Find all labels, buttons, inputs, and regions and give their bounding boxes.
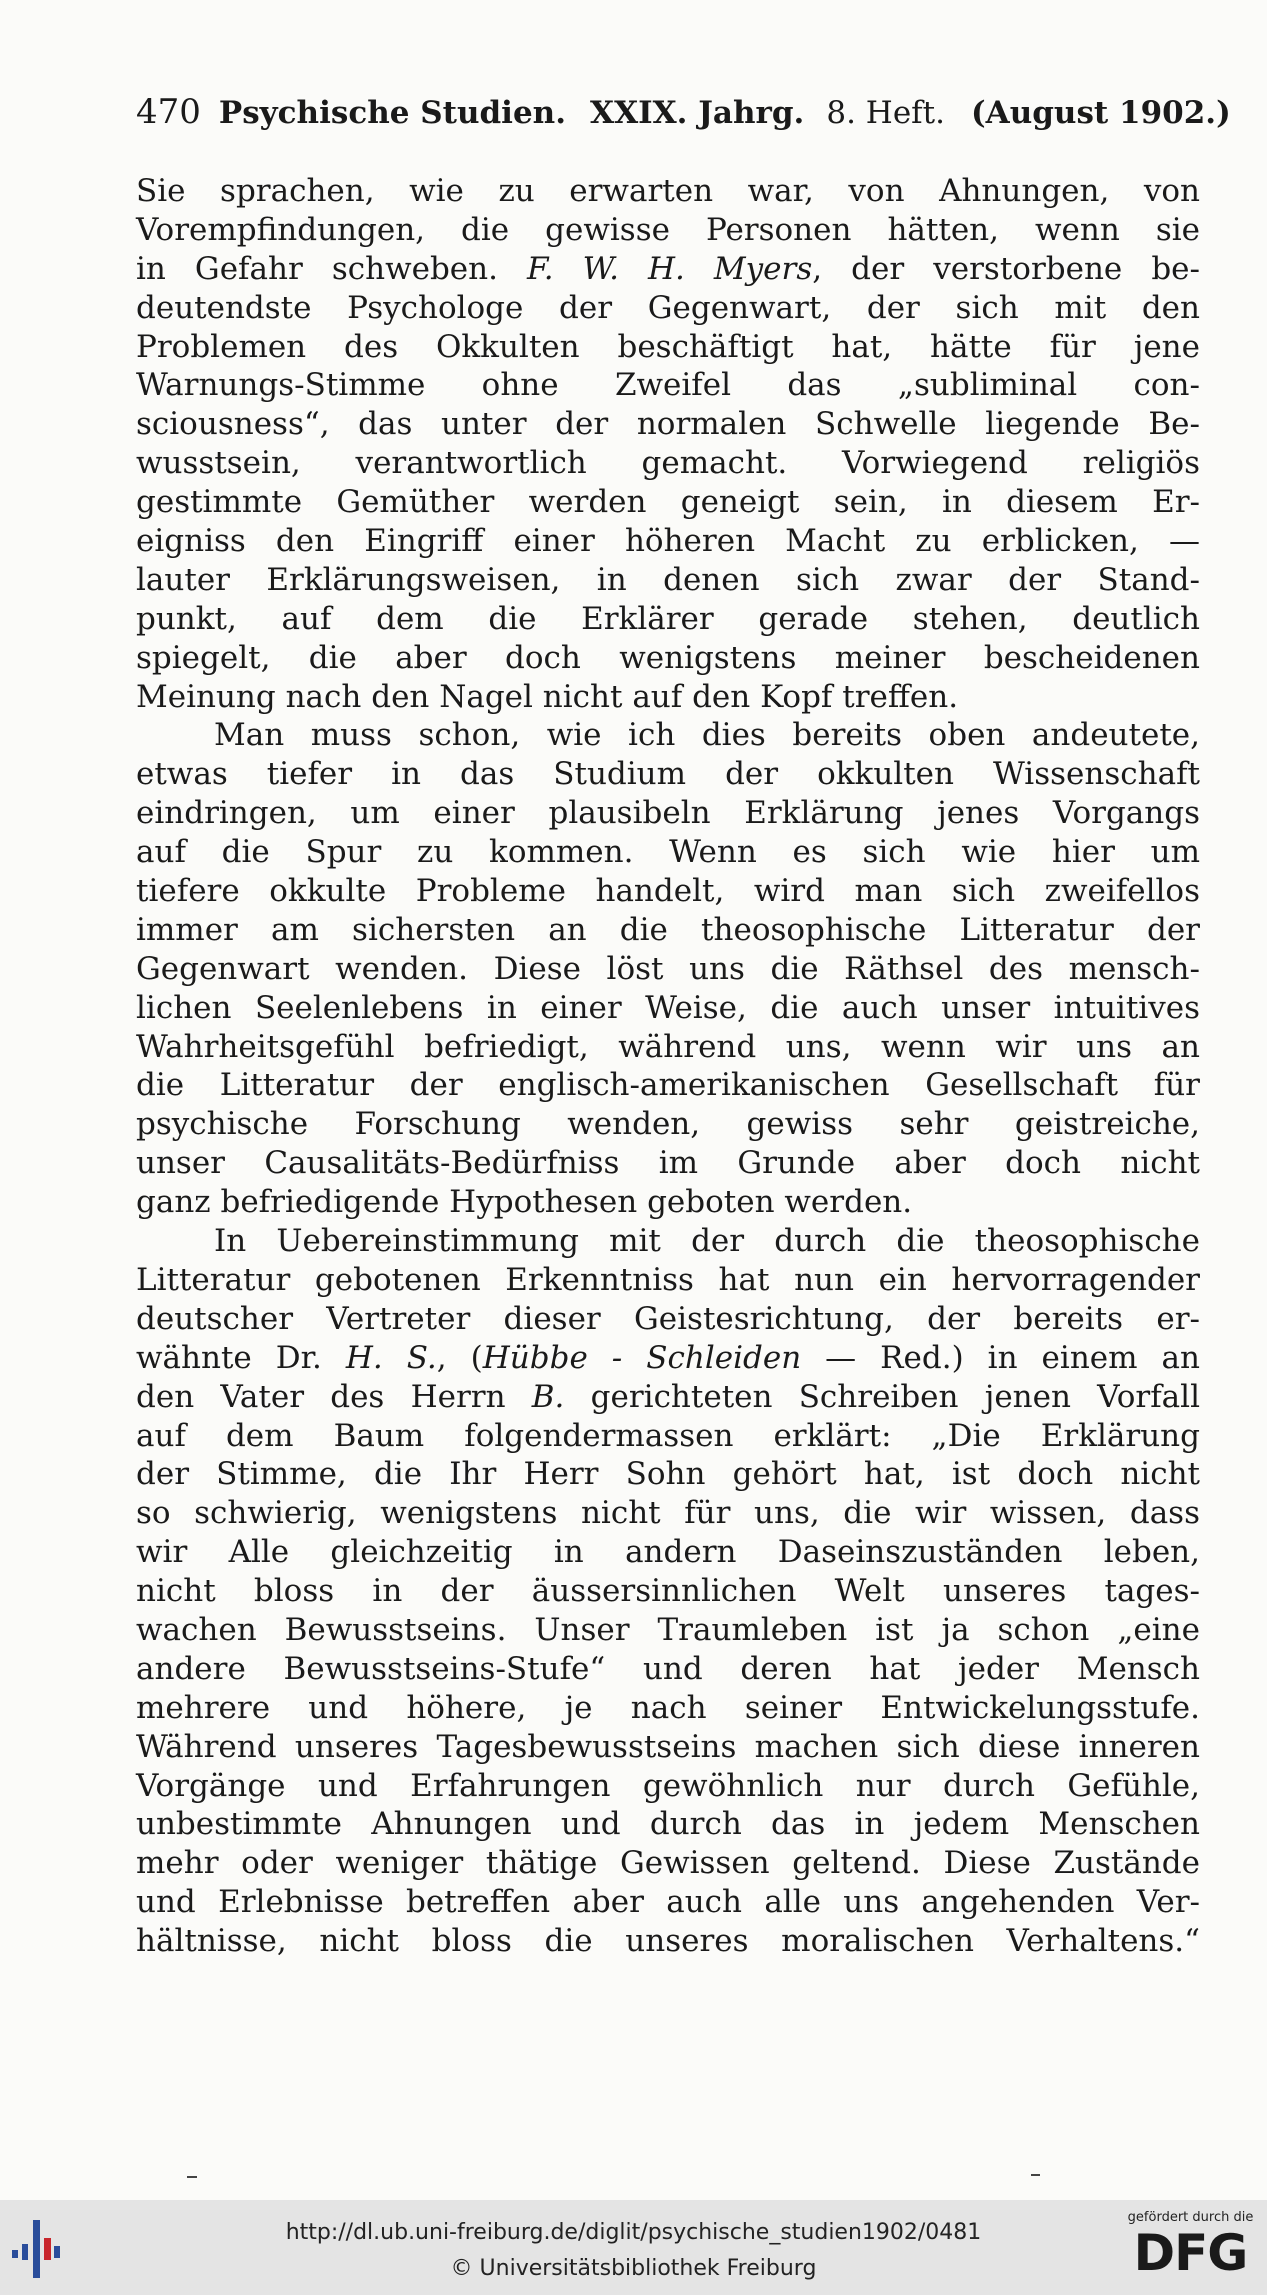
italic-name: H. S. xyxy=(345,1339,437,1376)
text-line: lichen Seelenlebens in einer Weise, die auch unser intuitives xyxy=(136,989,1200,1026)
text-line: eigniss den Eingriff einer höheren Macht zu erblicken, — xyxy=(136,523,1200,560)
text-line: Sie sprachen, wie zu erwarten war, von Ahnungen, von xyxy=(136,173,1200,209)
dfg-wordmark: DFG xyxy=(1133,2224,1248,2282)
text-line: ganz befriedigende Hypothesen geboten werden. xyxy=(136,1184,913,1221)
text-line: wusstsein, verantwortlich gemacht. Vorwiegend religiös xyxy=(136,445,1200,482)
text-line: die Litteratur der englisch-amerikanischen Gesellschaft für xyxy=(136,1067,1200,1104)
text-line: andere Bewusstseins-Stufe“ und deren hat jeder Mensch xyxy=(136,1650,1200,1687)
text-segment: in Gefahr schweben. xyxy=(136,250,528,287)
copyright-notice: © Universitätsbibliothek Freiburg xyxy=(450,2256,817,2281)
text-line: psychische Forschung wenden, gewiss sehr geistreiche, xyxy=(136,1106,1200,1143)
text-line: Man muss schon, wie ich dies bereits oben andeutete, xyxy=(214,717,1200,754)
issue-label: 8. Heft. xyxy=(826,95,945,131)
text-segment: gerichteten Schreiben jenen Vorfall xyxy=(564,1378,1200,1415)
text-line: auf die Spur zu kommen. Wenn es sich wie hier um xyxy=(136,834,1200,871)
text-segment: wähnte Dr. xyxy=(136,1339,346,1376)
text-line: sciousness“, das unter der normalen Schwelle liegende Be- xyxy=(136,406,1200,443)
text-line: Problemen des Okkulten beschäftigt hat, hätte für jene xyxy=(136,328,1200,365)
text-line: deutscher Vertreter dieser Geistesrichtung, der bereits er- xyxy=(136,1300,1200,1337)
text-line: wir Alle gleichzeitig in andern Daseinszuständen leben, xyxy=(136,1534,1200,1571)
text-line: lauter Erklärungsweisen, in denen sich zwar der Stand- xyxy=(136,561,1200,598)
text-segment: den Vater des Herrn xyxy=(136,1378,532,1415)
dfg-logo-icon[interactable] xyxy=(1118,2202,1263,2294)
text-line: In Uebereinstimmung mit der durch die theosophische xyxy=(214,1223,1200,1260)
text-line: Litteratur gebotenen Erkenntniss hat nun ein hervorragender xyxy=(136,1261,1200,1298)
text-line: mehr oder weniger thätige Gewissen geltend. Diese Zustände xyxy=(136,1845,1200,1882)
date-label: (August 1902.) xyxy=(970,95,1231,131)
body-text xyxy=(136,172,1200,1961)
page-number: 470 xyxy=(136,92,201,132)
text-line xyxy=(136,1339,1200,1378)
text-line: Wahrheitsgefühl befriedigt, während uns, wenn wir uns an xyxy=(136,1028,1200,1065)
text-segment: , der verstorbene be- xyxy=(812,250,1200,287)
text-line: gestimmte Gemüther werden geneigt sein, in diesem Er- xyxy=(136,484,1200,521)
text-line: spiegelt, die aber doch wenigstens meiner bescheidenen xyxy=(136,639,1200,676)
text-line: tiefere okkulte Probleme handelt, wird man sich zweifellos xyxy=(136,873,1200,910)
text-line: punkt, auf dem die Erklärer gerade stehen, deutlich xyxy=(136,600,1200,637)
text-line: hältnisse, nicht bloss die unseres moralischen Verhaltens.“ xyxy=(136,1923,1200,1960)
text-line: Vorempfindungen, die gewisse Personen hätten, wenn sie xyxy=(136,211,1200,248)
volume-label: XXIX. Jahrg. xyxy=(590,95,805,131)
text-line: nicht bloss in der äussersinnlichen Welt unseres tages- xyxy=(136,1573,1200,1610)
scan-mark xyxy=(1031,2174,1040,2176)
text-line: Während unseres Tagesbewusstseins machen sich diese inneren xyxy=(136,1728,1200,1765)
text-line: Vorgänge und Erfahrungen gewöhnlich nur durch Gefühle, xyxy=(136,1767,1200,1804)
text-line: auf dem Baum folgendermassen erklärt: „Die Erklärung xyxy=(136,1417,1200,1454)
permalink-url[interactable]: http://dl.ub.uni-freiburg.de/diglit/psychische_studien1902/0481 xyxy=(285,2220,982,2245)
text-line: und Erlebnisse betreffen aber auch alle uns angehenden Ver- xyxy=(136,1884,1200,1921)
scan-mark xyxy=(187,2176,197,2178)
text-line: etwas tiefer in das Studium der okkulten Wissenschaft xyxy=(136,756,1200,793)
text-line: deutendste Psychologe der Gegenwart, der sich mit den xyxy=(136,289,1200,326)
italic-name: B. xyxy=(531,1378,565,1415)
text-line: der Stimme, die Ihr Herr Sohn gehört hat, ist doch nicht xyxy=(136,1456,1200,1493)
text-line: unbestimmte Ahnungen und durch das in jedem Menschen xyxy=(136,1806,1200,1843)
text-line: wachen Bewusstseins. Unser Traumleben ist ja schon „eine xyxy=(136,1611,1200,1648)
ub-freiburg-logo-icon[interactable] xyxy=(6,2214,76,2284)
text-line xyxy=(136,250,1200,289)
text-line: Warnungs-Stimme ohne Zweifel das „subliminal con- xyxy=(136,367,1200,404)
text-line: eindringen, um einer plausibeln Erklärung jenes Vorgangs xyxy=(136,795,1200,832)
text-line xyxy=(136,1378,1200,1417)
journal-title: Psychische Studien. xyxy=(218,95,567,131)
italic-name: Hübbe - Schleiden xyxy=(482,1339,802,1376)
running-head xyxy=(136,92,1231,133)
text-line: mehrere und höhere, je nach seiner Entwickelungsstufe. xyxy=(136,1689,1200,1726)
italic-name: F. W. H. Myers xyxy=(527,250,813,287)
text-line: Gegenwart wenden. Diese löst uns die Räthsel des mensch- xyxy=(136,950,1200,987)
text-line: Meinung nach den Nagel nicht auf den Kopf treffen. xyxy=(136,678,959,715)
text-line: unser Causalitäts-Bedürfniss im Grunde aber doch nicht xyxy=(136,1145,1200,1182)
text-line: so schwierig, wenigstens nicht für uns, die wir wissen, dass xyxy=(136,1495,1200,1532)
text-line: immer am sichersten an die theosophische Litteratur der xyxy=(136,911,1200,948)
dfg-caption: gefördert durch die xyxy=(1127,2210,1254,2225)
text-segment: — Red.) in einem an xyxy=(801,1339,1200,1376)
viewer-footer xyxy=(0,2200,1267,2295)
text-segment: , ( xyxy=(436,1339,483,1376)
